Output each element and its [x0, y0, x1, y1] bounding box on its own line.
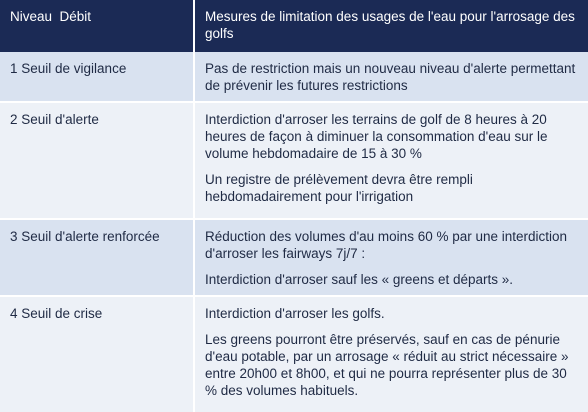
row-4-level-cell: [0, 295, 195, 412]
row-1-level: 1 Seuil de vigilance: [10, 61, 127, 76]
row-2-level-cell: [0, 101, 195, 218]
row-1-paragraph-1: Pas de restriction mais un nouveau niveau d'alerte permettant de prévenir les futures restrictions: [205, 61, 576, 93]
row-4-paragraph-2: Les greens pourront être préservés, sauf en cas de pénurie d'eau potable, par un arrosage « réduit au strict nécessaire » entre 20h00 et 8h00, et qui ne pourra représenter plus de 30 % des volumes habituels.: [205, 332, 569, 398]
row-3-paragraph-2: Interdiction d'arroser sauf les « greens et départs ».: [205, 272, 513, 287]
row-2-paragraph-1: Interdiction d'arroser les terrains de golf de 8 heures à 20 heures de façon à diminuer la consommation d'eau sur le volume hebdomadaire de 15 à 30 %: [205, 112, 548, 161]
row-4-level: 4 Seuil de crise: [10, 306, 103, 321]
row-3-paragraph-1: Réduction des volumes d'au moins 60 % par une interdiction d'arroser les fairways 7j/7 :: [205, 229, 568, 261]
row-3-level: 3 Seuil d'alerte renforcée: [10, 229, 160, 244]
row-1-measures-cell: [195, 52, 588, 101]
header-measures-label: Mesures de limitation des usages de l'eau pour l'arrosage des golfs: [205, 9, 575, 41]
row-3-measures-cell: [195, 218, 588, 295]
row-2-paragraph-2: Un registre de prélèvement devra être rempli hebdomadairement pour l'irrigation: [205, 172, 473, 204]
header-cell-level: [0, 0, 195, 52]
row-3-level-cell: [0, 218, 195, 295]
row-2-measures-cell: [195, 101, 588, 218]
header-cell-measures: [195, 0, 588, 52]
row-1-level-cell: [0, 52, 195, 101]
row-4-paragraph-1: Interdiction d'arroser les golfs.: [205, 306, 385, 321]
header-level-label: Niveau Débit: [10, 9, 92, 24]
row-2-level: 2 Seuil d'alerte: [10, 112, 99, 127]
row-4-measures-cell: [195, 295, 588, 412]
